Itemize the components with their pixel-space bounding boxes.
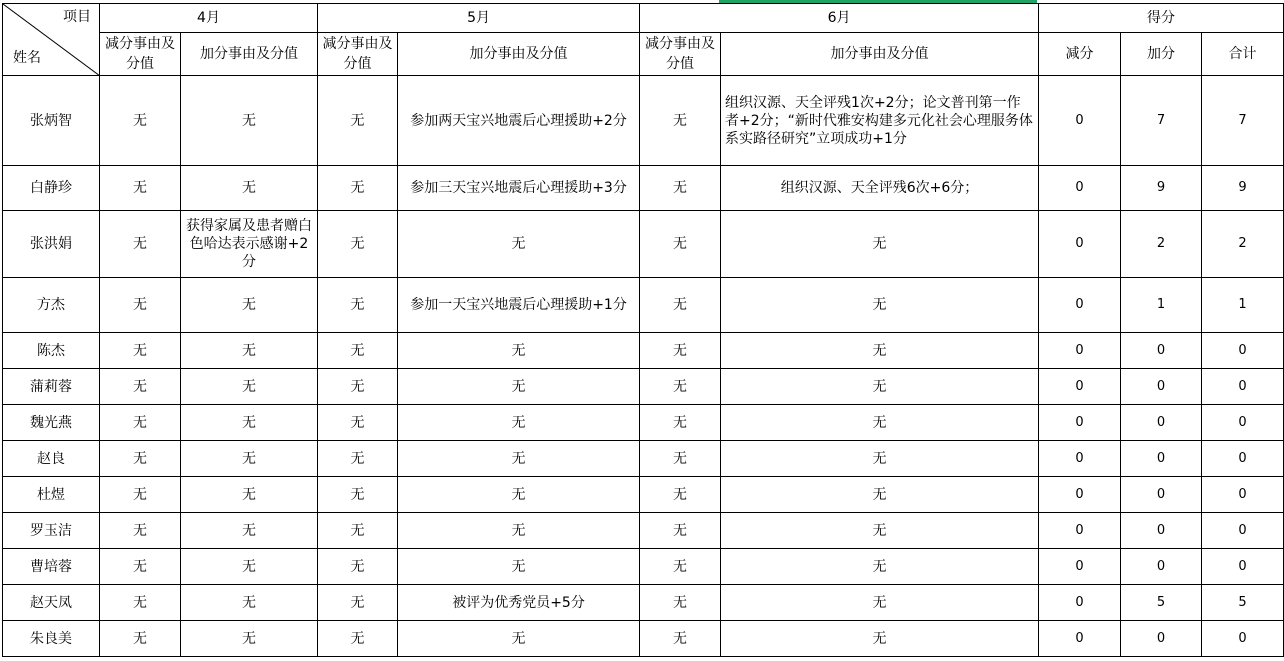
score-minus-cell[interactable]: 0 <box>1039 76 1121 166</box>
score-plus-cell[interactable]: 9 <box>1121 166 1202 211</box>
may-minus-cell[interactable]: 无 <box>318 76 398 166</box>
jun-plus-cell[interactable]: 无 <box>721 621 1039 657</box>
may-plus-cell[interactable]: 无 <box>398 405 640 441</box>
name-cell[interactable]: 方杰 <box>3 278 100 333</box>
jun-minus-cell[interactable]: 无 <box>640 211 721 278</box>
score-plus-header[interactable]: 加分 <box>1121 33 1202 76</box>
apr-minus-cell[interactable]: 无 <box>100 405 181 441</box>
apr-plus-cell[interactable]: 无 <box>181 441 318 477</box>
apr-minus-cell[interactable]: 无 <box>100 585 181 621</box>
table-row <box>3 166 1284 211</box>
apr-minus-cell[interactable]: 无 <box>100 278 181 333</box>
name-cell[interactable]: 曹培蓉 <box>3 549 100 585</box>
apr-minus-cell[interactable]: 无 <box>100 166 181 211</box>
jun-plus-cell[interactable]: 无 <box>721 369 1039 405</box>
table-row <box>3 333 1284 369</box>
score-minus-cell[interactable]: 0 <box>1039 513 1121 549</box>
jun-minus-cell[interactable]: 无 <box>640 76 721 166</box>
may-minus-cell[interactable]: 无 <box>318 211 398 278</box>
score-minus-cell[interactable]: 0 <box>1039 441 1121 477</box>
table-row <box>3 621 1284 657</box>
may-minus-cell[interactable]: 无 <box>318 405 398 441</box>
may-plus-cell[interactable]: 无 <box>398 369 640 405</box>
score-total-cell[interactable]: 0 <box>1202 441 1284 477</box>
may-plus-cell[interactable]: 参加一天宝兴地震后心理援助+1分 <box>398 278 640 333</box>
name-cell[interactable]: 赵天凤 <box>3 585 100 621</box>
apr-minus-header[interactable]: 减分事由及分值 <box>100 33 181 76</box>
name-cell[interactable]: 杜煜 <box>3 477 100 513</box>
score-plus-cell[interactable]: 0 <box>1121 513 1202 549</box>
jun-minus-cell[interactable]: 无 <box>640 405 721 441</box>
jun-plus-cell[interactable]: 无 <box>721 441 1039 477</box>
score-total-cell[interactable]: 0 <box>1202 513 1284 549</box>
jun-plus-cell[interactable]: 无 <box>721 405 1039 441</box>
apr-plus-cell[interactable]: 无 <box>181 549 318 585</box>
month-june-header[interactable]: 6月 <box>640 4 1039 33</box>
name-cell[interactable]: 蒲莉蓉 <box>3 369 100 405</box>
score-minus-cell[interactable]: 0 <box>1039 549 1121 585</box>
may-plus-cell[interactable]: 无 <box>398 333 640 369</box>
score-total-cell[interactable]: 5 <box>1202 585 1284 621</box>
jun-plus-cell[interactable]: 组织汉源、天全评残6次+6分； <box>721 166 1039 211</box>
score-minus-cell[interactable]: 0 <box>1039 621 1121 657</box>
score-plus-cell[interactable]: 1 <box>1121 278 1202 333</box>
jun-minus-cell[interactable]: 无 <box>640 477 721 513</box>
score-total-header[interactable]: 合计 <box>1202 33 1284 76</box>
header-row-months <box>3 4 1284 33</box>
table-row <box>3 477 1284 513</box>
jun-minus-cell[interactable]: 无 <box>640 166 721 211</box>
name-cell[interactable]: 张洪娟 <box>3 211 100 278</box>
score-total-cell[interactable]: 0 <box>1202 333 1284 369</box>
apr-plus-cell[interactable]: 无 <box>181 278 318 333</box>
score-minus-cell[interactable]: 0 <box>1039 166 1121 211</box>
may-plus-header[interactable]: 加分事由及分值 <box>398 33 640 76</box>
month-may-header[interactable]: 5月 <box>318 4 640 33</box>
name-cell[interactable]: 白静珍 <box>3 166 100 211</box>
score-minus-cell[interactable]: 0 <box>1039 333 1121 369</box>
may-minus-cell[interactable]: 无 <box>318 585 398 621</box>
score-total-cell[interactable]: 0 <box>1202 477 1284 513</box>
jun-plus-cell[interactable]: 无 <box>721 513 1039 549</box>
score-total-cell[interactable]: 7 <box>1202 76 1284 166</box>
may-minus-cell[interactable]: 无 <box>318 333 398 369</box>
may-plus-cell[interactable]: 无 <box>398 621 640 657</box>
jun-minus-cell[interactable]: 无 <box>640 441 721 477</box>
apr-plus-cell[interactable]: 无 <box>181 76 318 166</box>
jun-plus-cell[interactable]: 无 <box>721 549 1039 585</box>
apr-plus-cell[interactable]: 无 <box>181 405 318 441</box>
jun-plus-cell[interactable]: 无 <box>721 278 1039 333</box>
table-row <box>3 441 1284 477</box>
apr-plus-cell[interactable]: 无 <box>181 166 318 211</box>
score-minus-cell[interactable]: 0 <box>1039 278 1121 333</box>
table-row <box>3 585 1284 621</box>
apr-plus-cell[interactable]: 无 <box>181 369 318 405</box>
apr-plus-cell[interactable]: 无 <box>181 477 318 513</box>
apr-minus-cell[interactable]: 无 <box>100 369 181 405</box>
apr-minus-cell[interactable]: 无 <box>100 477 181 513</box>
may-minus-cell[interactable]: 无 <box>318 441 398 477</box>
apr-plus-cell[interactable]: 无 <box>181 585 318 621</box>
jun-plus-header[interactable]: 加分事由及分值 <box>721 33 1039 76</box>
jun-minus-cell[interactable]: 无 <box>640 278 721 333</box>
score-plus-cell[interactable]: 7 <box>1121 76 1202 166</box>
jun-minus-header[interactable]: 减分事由及分值 <box>640 33 721 76</box>
score-total-cell[interactable]: 0 <box>1202 621 1284 657</box>
may-plus-cell[interactable]: 无 <box>398 549 640 585</box>
score-total-cell[interactable]: 2 <box>1202 211 1284 278</box>
jun-plus-cell[interactable]: 无 <box>721 585 1039 621</box>
jun-plus-cell[interactable]: 无 <box>721 477 1039 513</box>
apr-minus-cell[interactable]: 无 <box>100 513 181 549</box>
jun-minus-cell[interactable]: 无 <box>640 585 721 621</box>
may-minus-cell[interactable]: 无 <box>318 549 398 585</box>
table-row <box>3 405 1284 441</box>
may-minus-cell[interactable]: 无 <box>318 369 398 405</box>
apr-minus-cell[interactable]: 无 <box>100 441 181 477</box>
table-row <box>3 369 1284 405</box>
score-total-cell[interactable]: 0 <box>1202 369 1284 405</box>
apr-plus-header[interactable]: 加分事由及分值 <box>181 33 318 76</box>
jun-minus-cell[interactable]: 无 <box>640 549 721 585</box>
corner-header-cell[interactable] <box>3 4 100 76</box>
may-plus-cell[interactable]: 无 <box>398 211 640 278</box>
name-cell[interactable]: 张炳智 <box>3 76 100 166</box>
table-row <box>3 76 1284 166</box>
score-minus-cell[interactable]: 0 <box>1039 477 1121 513</box>
score-plus-cell[interactable]: 0 <box>1121 405 1202 441</box>
header-row-columns <box>3 33 1284 76</box>
apr-minus-cell[interactable]: 无 <box>100 549 181 585</box>
may-minus-cell[interactable]: 无 <box>318 166 398 211</box>
name-cell[interactable]: 赵良 <box>3 441 100 477</box>
score-minus-cell[interactable]: 0 <box>1039 211 1121 278</box>
apr-minus-cell[interactable]: 无 <box>100 76 181 166</box>
score-plus-cell[interactable]: 0 <box>1121 333 1202 369</box>
score-plus-cell[interactable]: 0 <box>1121 369 1202 405</box>
score-total-cell[interactable]: 0 <box>1202 549 1284 585</box>
score-minus-cell[interactable]: 0 <box>1039 405 1121 441</box>
table-row <box>3 211 1284 278</box>
name-cell[interactable]: 魏光燕 <box>3 405 100 441</box>
jun-plus-cell[interactable]: 组织汉源、天全评残1次+2分；论文普刊第一作者+2分；“新时代雅安构建多元化社会心理服务体系实路径研究”立项成功+1分 <box>721 76 1039 166</box>
table-row <box>3 549 1284 585</box>
may-minus-cell[interactable]: 无 <box>318 513 398 549</box>
may-minus-header[interactable]: 减分事由及分值 <box>318 33 398 76</box>
jun-plus-cell[interactable]: 无 <box>721 333 1039 369</box>
apr-plus-cell[interactable]: 无 <box>181 621 318 657</box>
score-plus-cell[interactable]: 0 <box>1121 441 1202 477</box>
may-plus-cell[interactable]: 参加三天宝兴地震后心理援助+3分 <box>398 166 640 211</box>
jun-minus-cell[interactable]: 无 <box>640 513 721 549</box>
score-minus-header[interactable]: 减分 <box>1039 33 1121 76</box>
score-minus-cell[interactable]: 0 <box>1039 369 1121 405</box>
apr-plus-cell[interactable]: 无 <box>181 513 318 549</box>
jun-minus-cell[interactable]: 无 <box>640 369 721 405</box>
jun-minus-cell[interactable]: 无 <box>640 621 721 657</box>
score-plus-cell[interactable]: 0 <box>1121 477 1202 513</box>
score-table <box>2 3 1284 657</box>
may-plus-cell[interactable]: 无 <box>398 477 640 513</box>
corner-name-label: 姓名 <box>13 50 41 66</box>
score-total-cell[interactable]: 9 <box>1202 166 1284 211</box>
jun-minus-cell[interactable]: 无 <box>640 333 721 369</box>
may-plus-cell[interactable]: 被评为优秀党员+5分 <box>398 585 640 621</box>
may-minus-cell[interactable]: 无 <box>318 477 398 513</box>
apr-plus-cell[interactable]: 获得家属及患者赠白色哈达表示感谢+2分 <box>181 211 318 278</box>
table-row <box>3 513 1284 549</box>
may-minus-cell[interactable]: 无 <box>318 278 398 333</box>
apr-minus-cell[interactable]: 无 <box>100 211 181 278</box>
may-plus-cell[interactable]: 无 <box>398 441 640 477</box>
apr-minus-cell[interactable]: 无 <box>100 333 181 369</box>
score-minus-cell[interactable]: 0 <box>1039 585 1121 621</box>
score-total-cell[interactable]: 0 <box>1202 405 1284 441</box>
month-april-header[interactable]: 4月 <box>100 4 318 33</box>
score-plus-cell[interactable]: 0 <box>1121 549 1202 585</box>
apr-plus-cell[interactable]: 无 <box>181 333 318 369</box>
score-group-header[interactable]: 得分 <box>1039 4 1284 33</box>
apr-minus-cell[interactable]: 无 <box>100 621 181 657</box>
score-plus-cell[interactable]: 2 <box>1121 211 1202 278</box>
name-cell[interactable]: 罗玉洁 <box>3 513 100 549</box>
score-plus-cell[interactable]: 0 <box>1121 621 1202 657</box>
name-cell[interactable]: 朱良美 <box>3 621 100 657</box>
jun-plus-cell[interactable]: 无 <box>721 211 1039 278</box>
corner-item-label: 项目 <box>63 9 91 25</box>
may-plus-cell[interactable]: 参加两天宝兴地震后心理援助+2分 <box>398 76 640 166</box>
name-cell[interactable]: 陈杰 <box>3 333 100 369</box>
score-total-cell[interactable]: 1 <box>1202 278 1284 333</box>
may-plus-cell[interactable]: 无 <box>398 513 640 549</box>
score-plus-cell[interactable]: 5 <box>1121 585 1202 621</box>
table-row <box>3 278 1284 333</box>
may-minus-cell[interactable]: 无 <box>318 621 398 657</box>
